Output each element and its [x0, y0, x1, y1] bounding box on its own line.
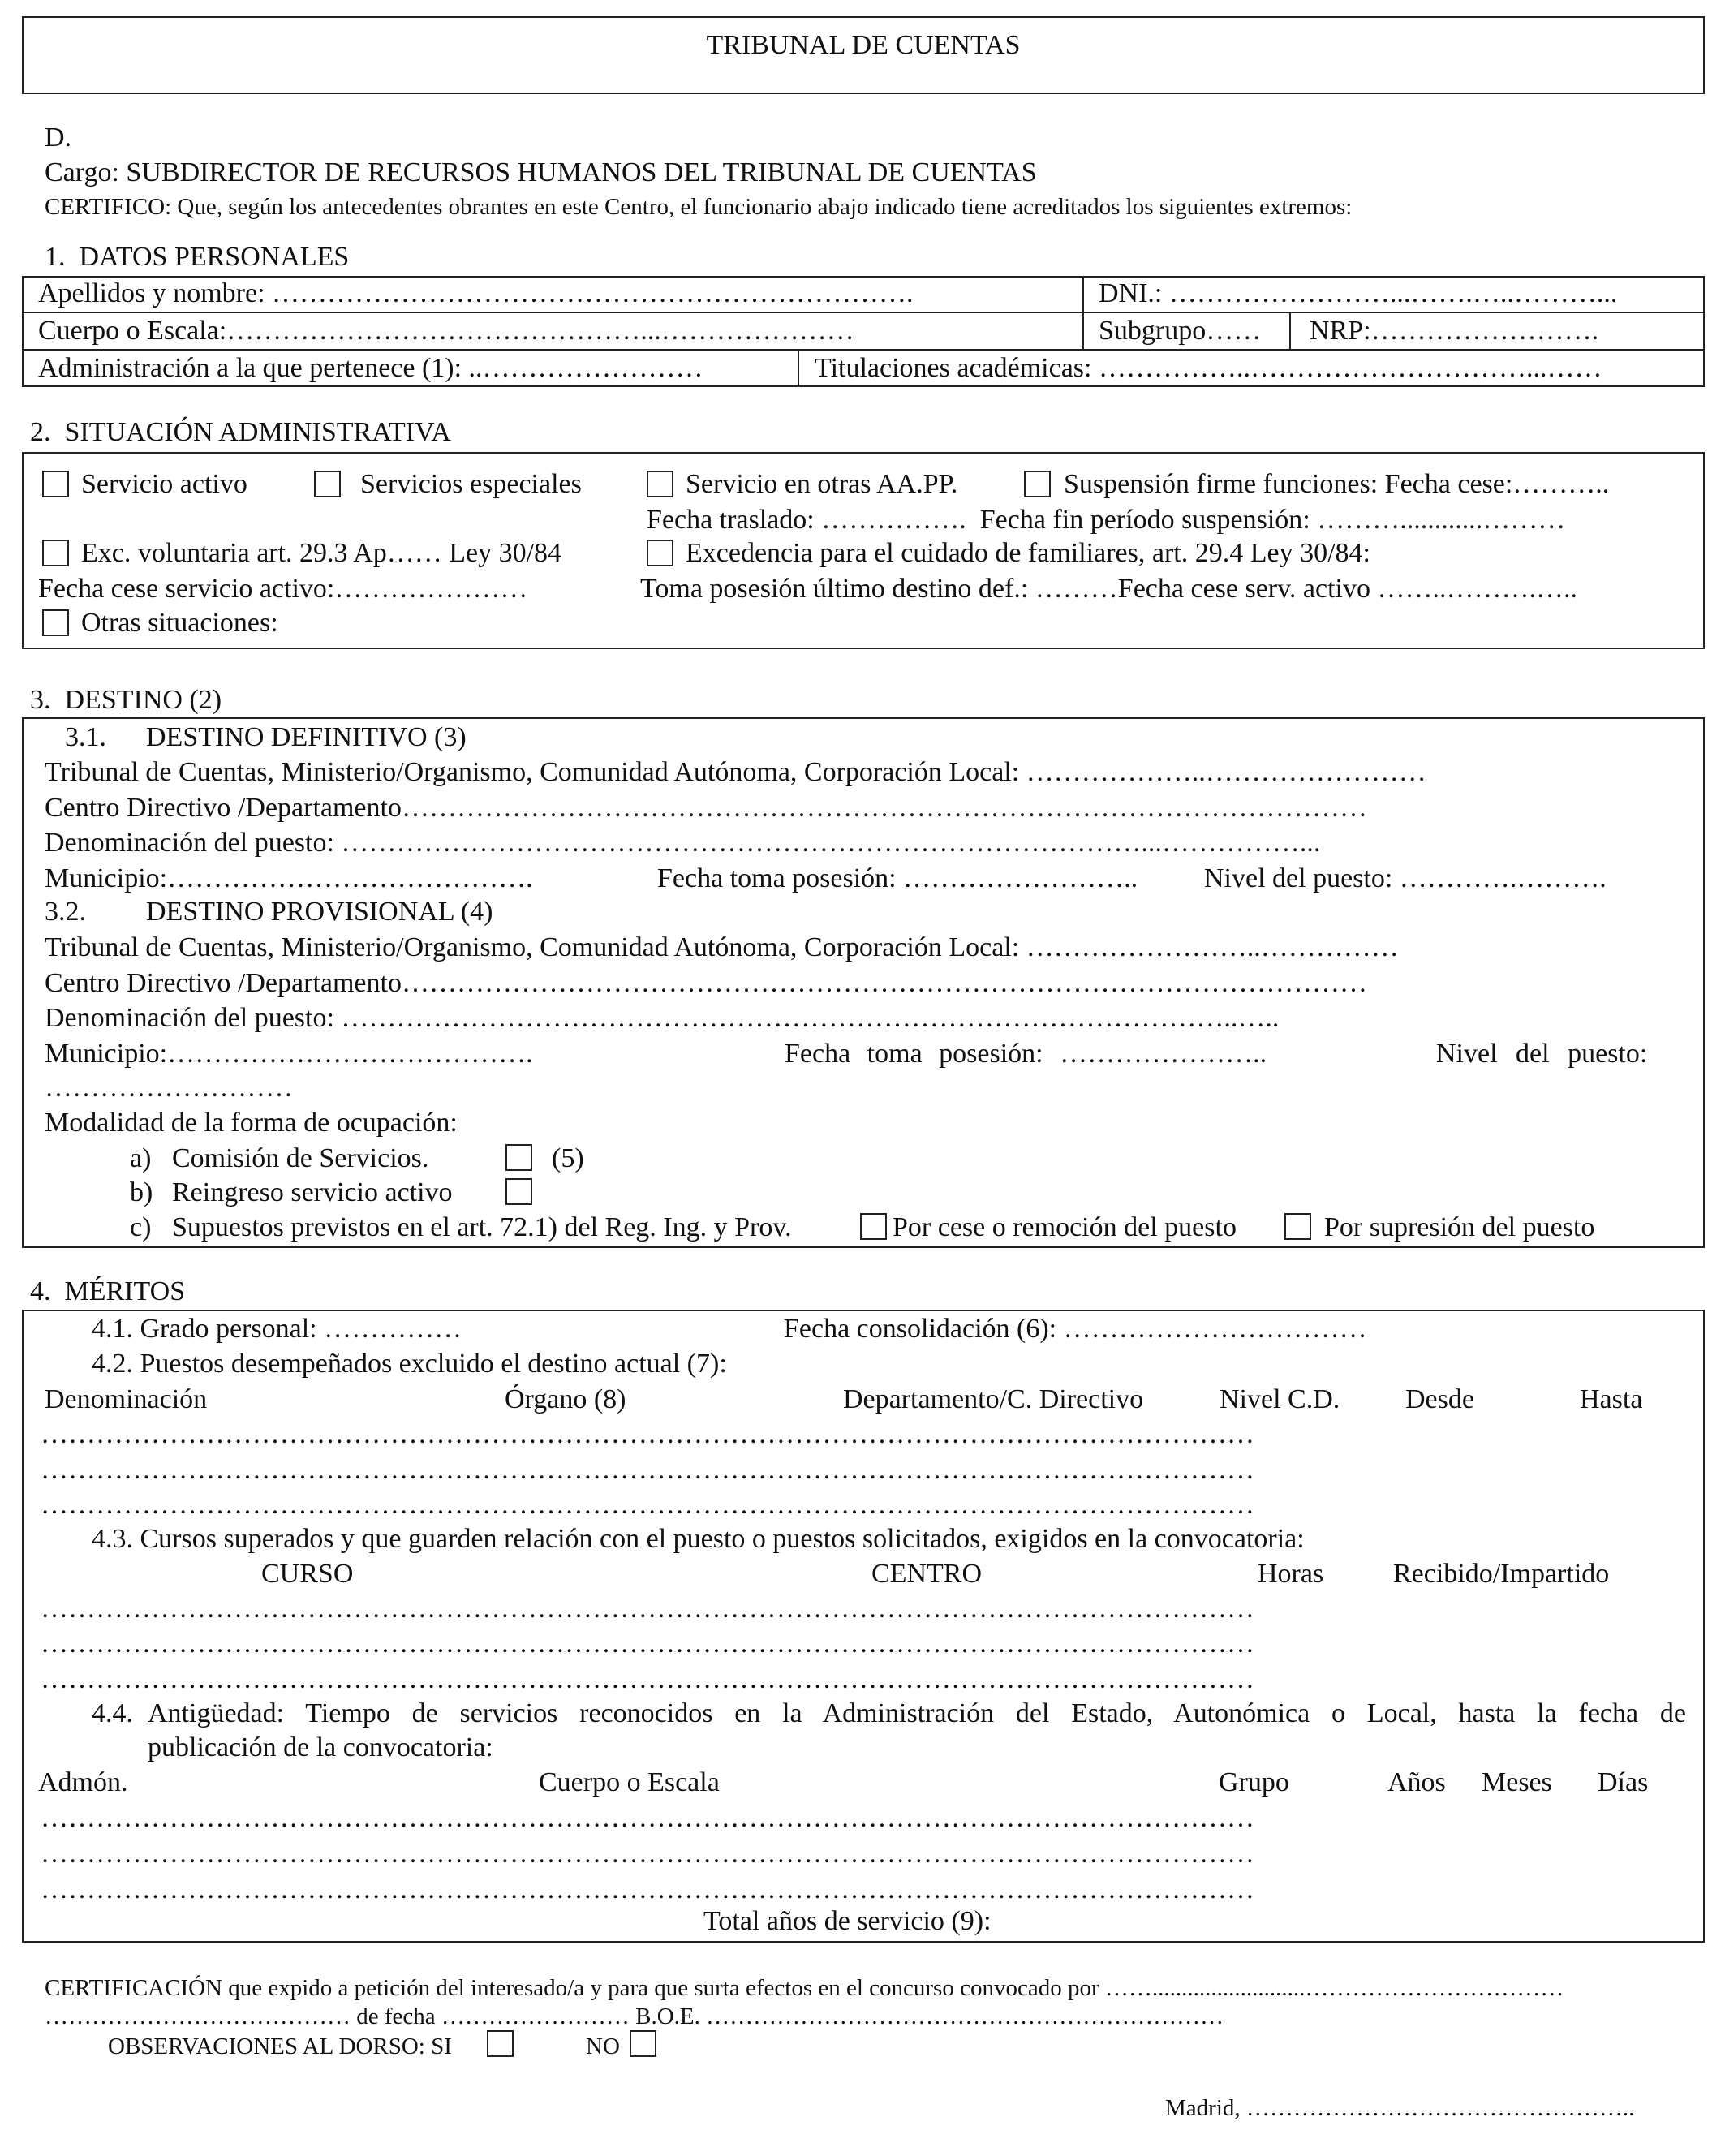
- page-title: TRIBUNAL DE CUENTAS: [706, 30, 1021, 60]
- toma-posesion-field[interactable]: Toma posesión último destino def.: ………Fecha cese serv. activo ……..……….…..: [640, 574, 1577, 604]
- reingreso-checkbox[interactable]: [505, 1178, 532, 1205]
- otras-situaciones-checkbox[interactable]: [42, 609, 69, 636]
- antiguedad-number: 4.4.: [92, 1698, 133, 1728]
- exc-voluntaria-label: Exc. voluntaria art. 29.3 Ap…… Ley 30/84: [81, 538, 562, 568]
- subgrupo-field[interactable]: Subgrupo……: [1099, 316, 1262, 346]
- suspension-label: Suspensión firme funciones: Fecha cese:………..: [1064, 469, 1616, 499]
- prov-denominacion-field[interactable]: Denominación del puesto: ……………………………………………………………………………………..…..: [45, 1003, 1280, 1033]
- col-centro: CENTRO: [871, 1559, 982, 1589]
- nrp-field[interactable]: NRP:…………………….: [1310, 316, 1599, 346]
- modalidad-label: Modalidad de la forma de ocupación:: [45, 1108, 458, 1138]
- col-anos: Años: [1387, 1767, 1446, 1797]
- col-horas: Horas: [1258, 1559, 1324, 1589]
- col-recibido-impartido: Recibido/Impartido: [1393, 1559, 1610, 1589]
- servicio-activo-checkbox[interactable]: [42, 471, 69, 497]
- puestos-label: 4.2. Puestos desempeñados excluido el destino actual (7):: [92, 1349, 727, 1379]
- certificacion-text: CERTIFICACIÓN que expido a petición del interesado/a y para que surta efectos en el concurso convocado por ……..........................……………………………: [45, 1975, 1564, 2001]
- section-1-title: 1. DATOS PERSONALES: [45, 242, 350, 272]
- modalidad-c-letter: c): [130, 1212, 152, 1242]
- antiguedad-row[interactable]: ……………………………………………………………………………………………………………………: [41, 1803, 1254, 1833]
- observaciones-label: OBSERVACIONES AL DORSO: SI: [108, 2033, 452, 2059]
- destino-definitivo-title: DESTINO DEFINITIVO (3): [146, 722, 467, 752]
- col-departamento: Departamento/C. Directivo: [843, 1384, 1144, 1414]
- comision-servicios-checkbox[interactable]: [505, 1144, 532, 1171]
- fecha-traslado-field[interactable]: Fecha traslado: ……………. Fecha fin período suspensión: ………............………: [647, 505, 1566, 535]
- supresion-label: Por supresión del puesto: [1324, 1212, 1595, 1242]
- def-centro-field[interactable]: Centro Directivo /Departamento……………………………………………………………………………………………: [45, 793, 1367, 823]
- suspension-checkbox[interactable]: [1024, 471, 1051, 497]
- prov-nivel-field[interactable]: ………………………: [45, 1073, 293, 1103]
- puestos-row[interactable]: ……………………………………………………………………………………………………………………: [41, 1490, 1254, 1520]
- intro-d: D.: [45, 123, 72, 153]
- prov-tribunal-field[interactable]: Tribunal de Cuentas, Ministerio/Organismo, Comunidad Autónoma, Corporación Local: ……………………..……………: [45, 932, 1399, 962]
- cursos-row[interactable]: ……………………………………………………………………………………………………………………: [41, 1594, 1254, 1624]
- cursos-row[interactable]: ……………………………………………………………………………………………………………………: [41, 1664, 1254, 1694]
- servicios-especiales-label: Servicios especiales: [360, 469, 582, 499]
- section-3-title: 3. DESTINO (2): [30, 685, 222, 715]
- destino-provisional-title: DESTINO PROVISIONAL (4): [146, 897, 493, 927]
- def-tribunal-field[interactable]: Tribunal de Cuentas, Ministerio/Organismo, Comunidad Autónoma, Corporación Local: ………………..……………………: [45, 757, 1426, 787]
- observaciones-si-checkbox[interactable]: [487, 2030, 514, 2057]
- antiguedad-label: Antigüedad: Tiempo de servicios reconocidos en la Administración del Estado, Autonómica o Local, hasta la fecha de: [148, 1698, 1686, 1728]
- intro-cargo: Cargo: SUBDIRECTOR DE RECURSOS HUMANOS DEL TRIBUNAL DE CUENTAS: [45, 157, 1037, 187]
- excedencia-cuidado-checkbox[interactable]: [647, 540, 673, 566]
- titulaciones-field[interactable]: Titulaciones académicas: ……………..…………………………...……: [815, 353, 1602, 383]
- destino-provisional-number: 3.2.: [45, 897, 86, 927]
- fecha-consolidacion-field[interactable]: Fecha consolidación (6): ……………………………: [784, 1314, 1367, 1344]
- cuerpo-field[interactable]: Cuerpo o Escala:………………………………………...…………………: [38, 316, 854, 346]
- col-cuerpo-escala: Cuerpo o Escala: [539, 1767, 720, 1797]
- modalidad-c-label: Supuestos previstos en el art. 72.1) del Reg. Ing. y Prov.: [172, 1212, 792, 1242]
- observaciones-no-checkbox[interactable]: [630, 2030, 656, 2057]
- prov-nivel-label: Nivel del puesto:: [1436, 1039, 1648, 1069]
- modalidad-a-label: Comisión de Servicios.: [172, 1143, 429, 1173]
- prov-fecha-field[interactable]: Fecha toma posesión: …………………..: [785, 1039, 1267, 1069]
- modalidad-b-letter: b): [130, 1177, 153, 1207]
- cursos-label: 4.3. Cursos superados y que guarden relación con el puesto o puestos solicitados, exigidos en la convocatoria:: [92, 1524, 1305, 1554]
- prov-municipio-field[interactable]: Municipio:………………………………….: [45, 1039, 533, 1069]
- total-anos-servicio: Total años de servicio (9):: [703, 1906, 992, 1936]
- modalidad-a-note: (5): [552, 1143, 584, 1173]
- col-nivel-cd: Nivel C.D.: [1220, 1384, 1340, 1414]
- supresion-checkbox[interactable]: [1284, 1213, 1311, 1240]
- section-4-title: 4. MÉRITOS: [30, 1276, 186, 1306]
- modalidad-a-letter: a): [130, 1143, 152, 1173]
- antiguedad-row[interactable]: ……………………………………………………………………………………………………………………: [41, 1874, 1254, 1904]
- cursos-row[interactable]: ……………………………………………………………………………………………………………………: [41, 1629, 1254, 1659]
- excedencia-cuidado-label: Excedencia para el cuidado de familiares, art. 29.4 Ley 30/84:: [686, 538, 1370, 568]
- intro-certifico: CERTIFICO: Que, según los antecedentes obrantes en este Centro, el funcionario abajo indicado tiene acreditados los siguientes extremos:: [45, 194, 1353, 220]
- administracion-field[interactable]: Administración a la que pertenece (1): ..……………………: [38, 353, 703, 383]
- def-municipio-field[interactable]: Municipio:………………………………….: [45, 863, 533, 893]
- col-meses: Meses: [1482, 1767, 1552, 1797]
- servicio-otras-label: Servicio en otras AA.PP.: [686, 469, 958, 499]
- cese-remocion-label: Por cese o remoción del puesto: [893, 1212, 1237, 1242]
- otras-situaciones-label: Otras situaciones:: [81, 608, 278, 638]
- servicios-especiales-checkbox[interactable]: [314, 471, 341, 497]
- destino-definitivo-number: 3.1.: [65, 722, 106, 752]
- supuestos-checkbox[interactable]: [860, 1213, 887, 1240]
- prov-centro-field[interactable]: Centro Directivo /Departamento……………………………………………………………………………………………: [45, 968, 1367, 998]
- col-denominacion: Denominación: [45, 1384, 208, 1414]
- def-fecha-field[interactable]: Fecha toma posesión: ……………………..: [657, 863, 1138, 893]
- col-dias: Días: [1598, 1767, 1649, 1797]
- apellidos-field[interactable]: Apellidos y nombre: …………………………………………………………….: [38, 278, 914, 308]
- col-curso: CURSO: [261, 1559, 354, 1589]
- section-2-title: 2. SITUACIÓN ADMINISTRATIVA: [30, 417, 451, 447]
- puestos-row[interactable]: ……………………………………………………………………………………………………………………: [41, 1419, 1254, 1449]
- def-nivel-field[interactable]: Nivel del puesto: ………….……….: [1204, 863, 1607, 893]
- exc-voluntaria-checkbox[interactable]: [42, 540, 69, 566]
- col-organo: Órgano (8): [505, 1384, 626, 1414]
- col-desde: Desde: [1405, 1384, 1474, 1414]
- antiguedad-row[interactable]: ……………………………………………………………………………………………………………………: [41, 1839, 1254, 1869]
- def-denominacion-field[interactable]: Denominación del puesto: ……………………………………………………………………………...……………...: [45, 828, 1321, 858]
- servicio-activo-label: Servicio activo: [81, 469, 247, 499]
- observaciones-no-label: NO: [586, 2033, 620, 2059]
- grado-personal-field[interactable]: 4.1. Grado personal: ……………: [92, 1314, 462, 1344]
- madrid-date-field[interactable]: Madrid, …………………………………………..: [1165, 2095, 1635, 2121]
- col-hasta: Hasta: [1580, 1384, 1643, 1414]
- servicio-otras-checkbox[interactable]: [647, 471, 673, 497]
- col-grupo: Grupo: [1219, 1767, 1289, 1797]
- puestos-row[interactable]: ……………………………………………………………………………………………………………………: [41, 1455, 1254, 1485]
- col-admon: Admón.: [38, 1767, 128, 1797]
- antiguedad-label-cont: publicación de la convocatoria:: [148, 1732, 493, 1762]
- dni-field[interactable]: DNI.: ……………………...…….…..………...: [1099, 278, 1618, 308]
- fecha-boe-line[interactable]: ………………………………… de fecha …………………… B.O.E. …………………………………………………………: [45, 2003, 1224, 2029]
- fecha-cese-servicio-field[interactable]: Fecha cese servicio activo:…………………: [38, 574, 528, 604]
- modalidad-b-label: Reingreso servicio activo: [172, 1177, 453, 1207]
